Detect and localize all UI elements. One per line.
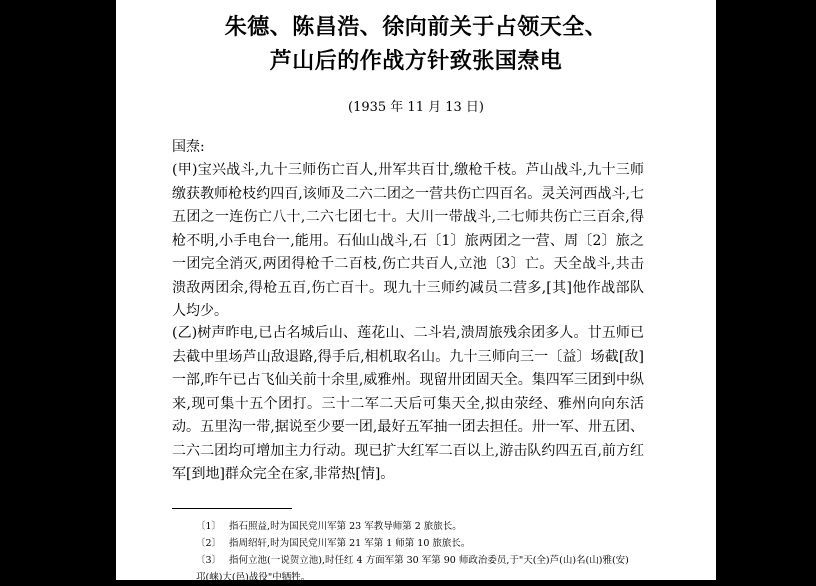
document-date: (1935 年 11 月 13 日) — [348, 100, 484, 115]
salutation: 国焘: — [172, 139, 205, 155]
document-title-line-1: 朱德、陈昌浩、徐向前关于占领天全、 — [224, 15, 608, 40]
footnote-1 — [196, 518, 636, 535]
paragraph-yi: (乙)树声昨电,已占名城后山、莲花山、二斗岩,溃周旅残余团多人。廿五师已去截中里场芦山敌退路,得手后,相机取名山。九十三师向三一〔益〕场截[敌]一部,昨午已占飞仙关前十余里,威雅州。现留卅团固天全。集四军三团到中纵来,现可集十五个团打。三十二军二天后可集天全,拟由荥经、雅州向向东活动。五里沟一带,据说至少要一团,最好五军抽一团去担任。卅一军、卅五团、二六二团均可增加主力行动。现已扩大红军二百以上,游击队约四五百,前方红军[到地]群众完全在家,非常热[情]。 — [172, 325, 644, 482]
footnote-number: 〔3〕 — [196, 555, 222, 566]
footnote-number: 〔1〕 — [196, 521, 222, 532]
footnote-text: 指周绍轩,时为国民党川军第 21 军第 1 师第 10 旅旅长。 — [229, 538, 471, 549]
paragraph-jia: (甲)宝兴战斗,九十三师伤亡百人,卅军共百廿,缴枪千枝。芦山战斗,九十三师缴获教师枪枝约四百,该师及二六二团之一营共伤亡四百名。灵关河西战斗,七五团之一连伤亡八十,二六七团七十。大川一带战斗,二七师共伤亡三百余,得枪不明,小手电台一,能用。石仙山战斗,石〔1〕旅两团之一营、周〔2〕旅之一团完全消灭,两团得枪千二百枝,伤亡共百人,立池〔3〕亡。天全战斗,共击溃敌两团余,得枪五百,伤亡百十。现九十三师约减员二营多,[其]他作战部队人均少。 — [172, 162, 644, 319]
footnote-text: 指何立池(一说贺立池),时任红 4 方面军第 30 军第 90 师政治委员,于"天(全)芦(山)名(山)雅(安)邛(崃)大(邑)战役"中牺牲。 — [196, 555, 629, 583]
document-page — [116, 0, 716, 583]
footnote-number: 〔2〕 — [196, 538, 222, 549]
footnote-2 — [196, 535, 636, 552]
footnote-text: 指石照益,时为国民党川军第 23 军教导师第 2 旅旅长。 — [229, 521, 462, 532]
footnote-3 — [196, 552, 636, 586]
document-title-line-2: 芦山后的作战方针致张国焘电 — [269, 49, 563, 74]
footnote-divider — [172, 508, 292, 509]
